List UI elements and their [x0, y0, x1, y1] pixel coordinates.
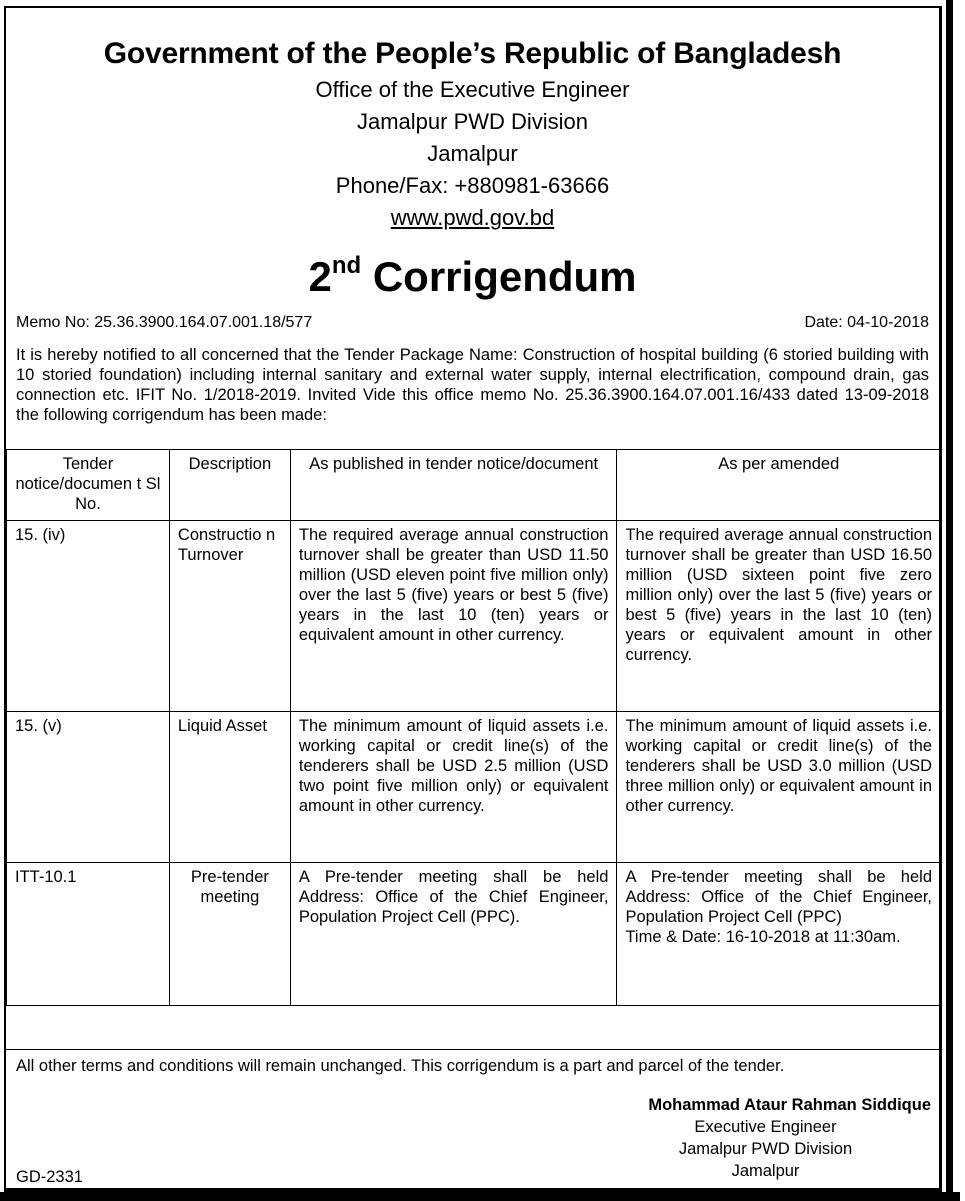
- divider: [6, 1049, 941, 1050]
- memo-number: Memo No: 25.36.3900.164.07.001.18/577: [16, 314, 313, 331]
- corrigendum-ordinal: 2: [308, 253, 332, 300]
- table-row: [7, 712, 941, 863]
- page-edge-right: [946, 0, 953, 1201]
- row-description: Pre-tender meeting: [169, 863, 290, 1006]
- signatory-title: Executive Engineer: [694, 1118, 837, 1136]
- signatory-location: Jamalpur: [731, 1162, 800, 1180]
- row-amended: The minimum amount of liquid assets i.e. working capital or credit line(s) of the tenderers shall be USD 3.0 million (USD three million only) or equivalent amount in other currency.: [617, 712, 941, 863]
- row-description: Liquid Asset: [169, 712, 290, 863]
- row-description: Constructio n Turnover: [169, 521, 290, 712]
- intro-paragraph: It is hereby notified to all concerned that the Tender Package Name: Construction of hospital building (6 storied building with 10 storied foundation) including internal sanitary and external water supply, internal electrification, compound drain, gas connection etc. IFIT No. 1/2018-2019. Invited Vide this office memo No. 25.36.3900.164.07.001.16/433 dated 13-09-2018 the following corrigendum has been made:: [16, 346, 929, 424]
- row-amended-time: Time & Date: 16-10-2018 at 11:30am.: [625, 928, 901, 946]
- division-name: Jamalpur PWD Division: [356, 109, 589, 134]
- memo-row: [16, 314, 929, 332]
- row-amended: The required average annual construction turnover shall be greater than USD 16.50 million (USD sixteen point five zero million only) over the last 5 (five) years or best 5 (five) years in the last 10 (ten) years or equivalent amount in other currency.: [617, 521, 941, 712]
- phone-fax: Phone/Fax: +880981-63666: [335, 173, 610, 198]
- page-edge-bottom: [0, 1192, 960, 1201]
- office-name: Office of the Executive Engineer: [315, 77, 630, 102]
- memo-date: Date: 04-10-2018: [804, 314, 929, 331]
- location-name: Jamalpur: [427, 141, 518, 166]
- table-row: [7, 521, 941, 712]
- corrigendum-table: [6, 449, 941, 1006]
- row-sl-no: ITT-10.1: [7, 863, 170, 1006]
- signatory-division: Jamalpur PWD Division: [678, 1140, 853, 1158]
- header-amended: As per amended: [617, 450, 941, 521]
- corrigendum-suffix: nd: [331, 252, 362, 279]
- footer-note: All other terms and conditions will remain unchanged. This corrigendum is a part and parcel of the tender.: [16, 1057, 785, 1075]
- signature-block: [560, 1094, 931, 1182]
- table-header-row: [7, 450, 941, 521]
- government-title: Government of the People’s Republic of Bangladesh: [103, 37, 842, 70]
- gd-number: GD-2331: [16, 1168, 83, 1186]
- row-published: The minimum amount of liquid assets i.e. working capital or credit line(s) of the tenderers shall be USD 2.5 million (USD two point five million only) or equivalent amount in other currency.: [290, 712, 617, 863]
- letterhead: [6, 34, 939, 305]
- table-row: [7, 863, 941, 1006]
- row-published: A Pre-tender meeting shall be held Address: Office of the Chief Engineer, Population Project Cell (PPC).: [290, 863, 617, 1006]
- row-amended-text: A Pre-tender meeting shall be held Address: Office of the Chief Engineer, Population Project Cell (PPC): [625, 868, 932, 926]
- header-sl-no: Tender notice/documen t Sl No.: [7, 450, 170, 521]
- website-link[interactable]: www.pwd.gov.bd: [390, 205, 555, 230]
- header-published: As published in tender notice/document: [290, 450, 617, 521]
- row-sl-no: 15. (iv): [7, 521, 170, 712]
- row-amended: [617, 863, 941, 1006]
- signatory-name: Mohammad Ataur Rahman Siddique: [648, 1096, 931, 1114]
- row-published: The required average annual construction turnover shall be greater than USD 11.50 million (USD eleven point five million only) over the last 5 (five) years or best 5 (five) years in the last 10 (ten) years or equivalent amount in other currency.: [290, 521, 617, 712]
- header-description: Description: [169, 450, 290, 521]
- corrigendum-word: Corrigendum: [372, 253, 637, 300]
- corrigendum-heading: [6, 238, 939, 305]
- row-sl-no: 15. (v): [7, 712, 170, 863]
